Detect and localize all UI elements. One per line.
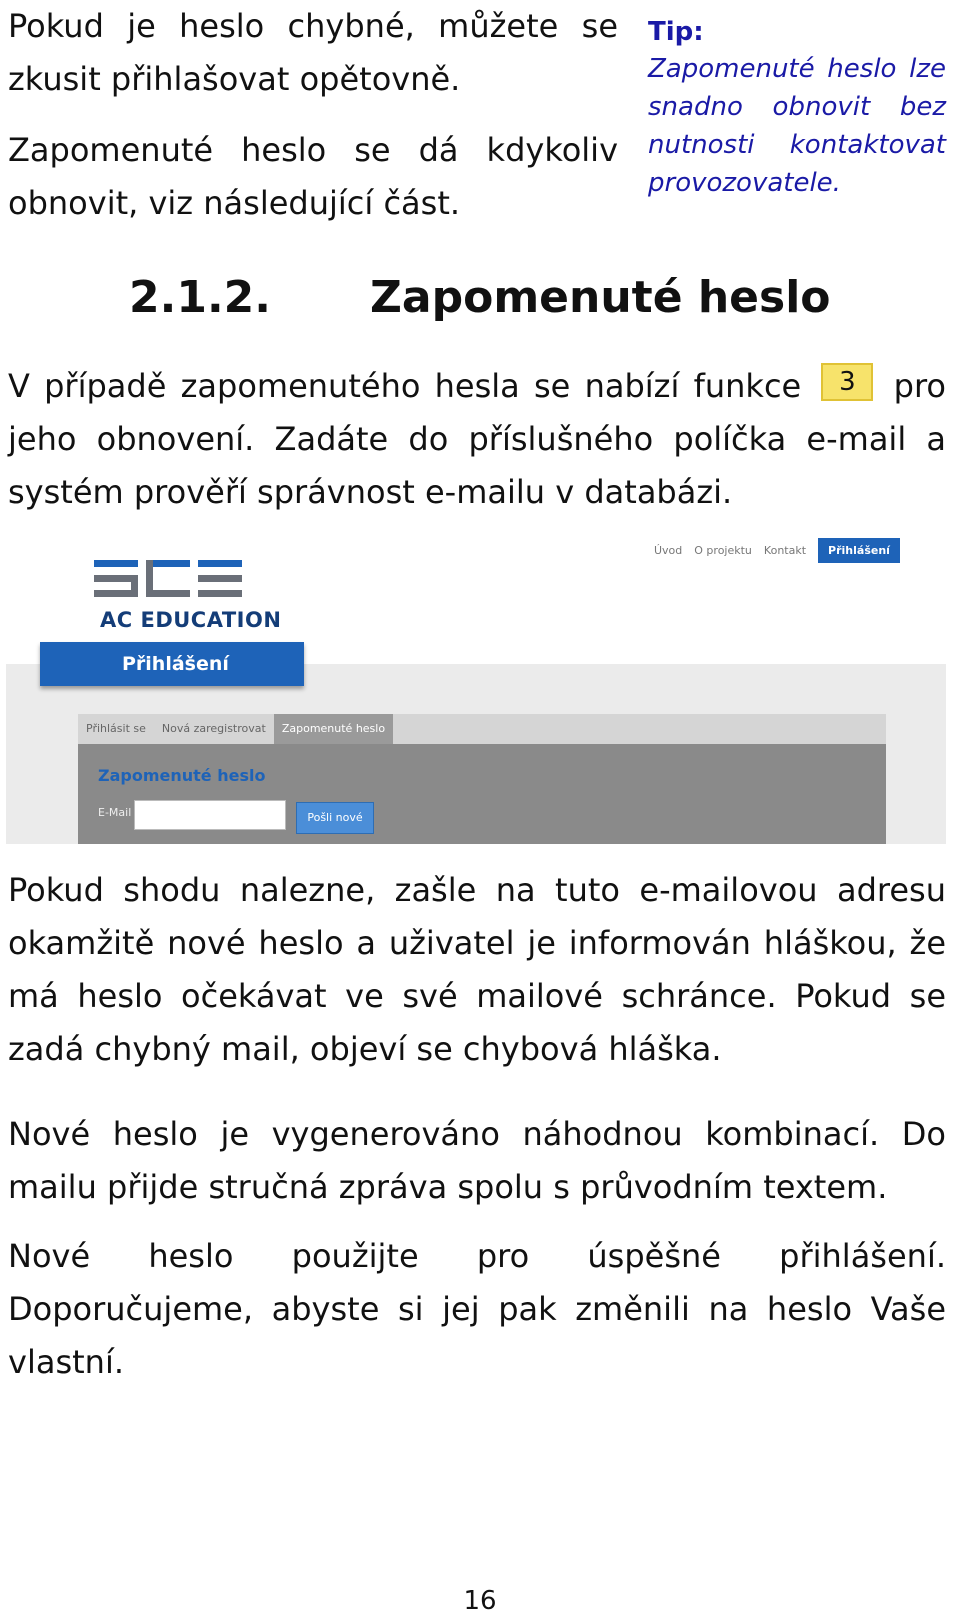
- section-heading: [0, 272, 960, 328]
- login-header-tab[interactable]: Přihlášení: [40, 642, 304, 686]
- tab-login[interactable]: Přihlásit se: [86, 722, 146, 735]
- section3-paragraph: Nové heslo je vygenerováno náhodnou kombinací. Do mailu přijde stručná zpráva spolu s průvodním textem.: [8, 1115, 946, 1206]
- email-field[interactable]: [134, 800, 286, 830]
- ace-logo: [94, 560, 282, 632]
- section-title: Zapomenuté heslo: [370, 272, 831, 323]
- intro-text: [8, 0, 618, 230]
- email-label: E-Mail: [98, 806, 132, 819]
- section4-paragraph: Nové heslo použijte pro úspěšné přihlášení. Doporučujeme, abyste si jej pak změnili na heslo Vaše vlastní.: [8, 1237, 946, 1381]
- section1-text-after: pro jeho obnovení. Zadáte do příslušného políčka e-mail a systém prověří správnost e-mailu v databázi.: [8, 367, 946, 511]
- page-number: 16: [463, 1586, 497, 1616]
- forgot-password-panel: [78, 714, 886, 844]
- section2-paragraph: Pokud shodu nalezne, zašle na tuto e-mailovou adresu okamžitě nové heslo a uživatel je informován hláškou, že má heslo očekávat ve své mailové schránce. Pokud se zadá chybný mail, objeví se chybová hláška.: [8, 871, 946, 1068]
- website-screenshot: [6, 536, 946, 844]
- section1-text-before: V případě zapomenutého hesla se nabízí funkce: [8, 367, 802, 405]
- section-number: 2.1.2.: [129, 272, 271, 323]
- tab-forgot-password[interactable]: Zapomenuté heslo: [274, 714, 393, 744]
- nav-prihlaseni[interactable]: Přihlášení: [818, 538, 900, 563]
- top-navigation: [654, 536, 900, 564]
- intro-paragraph-2: Zapomenuté heslo se dá kdykoliv obnovit, viz následující část.: [8, 131, 618, 222]
- nav-kontakt[interactable]: Kontakt: [763, 543, 807, 557]
- tip-box: [648, 14, 946, 202]
- panel-title: Zapomenuté heslo: [98, 766, 266, 785]
- tip-label: Tip:: [648, 17, 704, 47]
- tab-register[interactable]: Nová zaregistrovat: [161, 722, 266, 735]
- panel-tabs: [78, 714, 886, 744]
- send-new-password-button[interactable]: Pošli nové: [296, 802, 374, 834]
- nav-o-projektu[interactable]: O projektu: [694, 543, 752, 557]
- intro-paragraph-1: Pokud je heslo chybné, můžete se zkusit přihlašovat opětovně.: [8, 7, 618, 98]
- nav-uvod[interactable]: Úvod: [654, 543, 683, 557]
- tip-text: Zapomenuté heslo lze snadno obnovit bez nutnosti kontaktovat provozovatele.: [648, 54, 946, 198]
- callout-badge: 3: [821, 363, 873, 401]
- ace-logo-icon: [94, 560, 244, 598]
- logo-text: AC EDUCATION: [100, 608, 282, 632]
- section1-paragraph: [8, 360, 946, 519]
